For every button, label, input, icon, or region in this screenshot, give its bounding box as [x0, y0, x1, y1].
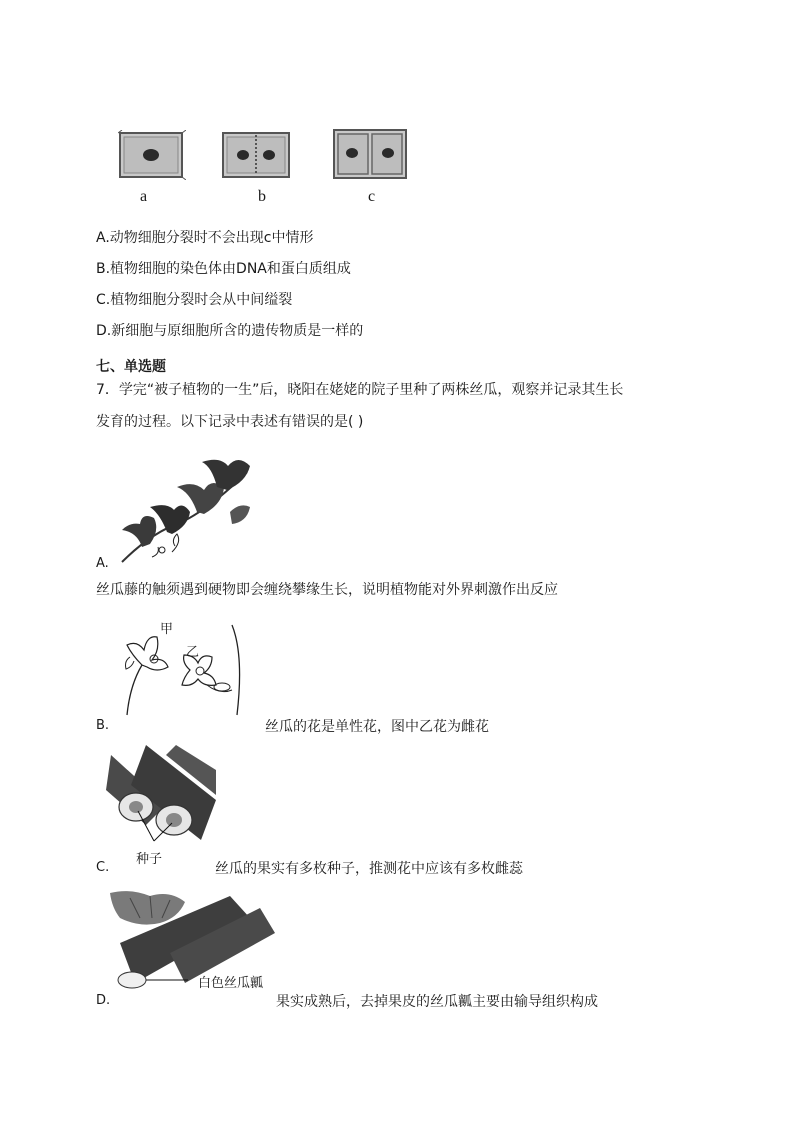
flowers-image	[112, 615, 252, 720]
question-7-line2: 发育的过程。以下记录中表述有错误的是( )	[96, 414, 364, 430]
choice-a-letter[interactable]: A.	[96, 556, 109, 571]
cell-figure-b	[221, 130, 293, 180]
label-pulp: 白色丝瓜瓤	[198, 976, 264, 991]
choice-d-text[interactable]: 果实成熟后，去掉果皮的丝瓜瓤主要由输导组织构成	[276, 994, 598, 1010]
figure-label-c: c	[368, 188, 376, 205]
question-7-line1: 7．学完“被子植物的一生”后，晓阳在姥姥的院子里种了两株丝瓜，观察并记录其生长	[96, 382, 624, 398]
label-yi: 乙	[186, 645, 200, 660]
section-title: 七、单选题	[96, 359, 166, 375]
vine-leaves-image	[112, 452, 252, 567]
label-jia: 甲	[160, 622, 174, 637]
choice-d-letter[interactable]: D.	[96, 993, 111, 1008]
option-b-q6[interactable]: B.植物细胞的染色体由DNA和蛋白质组成	[96, 261, 351, 277]
choice-b-text[interactable]: 丝瓜的花是单性花，图中乙花为雌花	[265, 719, 489, 735]
label-seed: 种子	[136, 852, 163, 867]
figure-label-a: a	[140, 188, 148, 205]
option-d-q6[interactable]: D.新细胞与原细胞所含的遗传物质是一样的	[96, 323, 364, 339]
choice-c-text[interactable]: 丝瓜的果实有多枚种子，推测花中应该有多枚雌蕊	[215, 861, 523, 877]
loofah-seeds-image	[106, 745, 216, 845]
cell-figure-a	[118, 130, 186, 180]
option-c-q6[interactable]: C.植物细胞分裂时会从中间缢裂	[96, 292, 293, 308]
choice-c-letter[interactable]: C.	[96, 860, 110, 875]
figure-label-b: b	[258, 188, 266, 205]
choice-b-letter[interactable]: B.	[96, 718, 110, 733]
cell-figure-c	[330, 124, 410, 182]
option-a-q6[interactable]: A.动物细胞分裂时不会出现c中情形	[96, 230, 314, 246]
choice-a-text[interactable]: 丝瓜藤的触须遇到硬物即会缠绕攀缘生长，说明植物能对外界刺激作出反应	[96, 582, 558, 598]
